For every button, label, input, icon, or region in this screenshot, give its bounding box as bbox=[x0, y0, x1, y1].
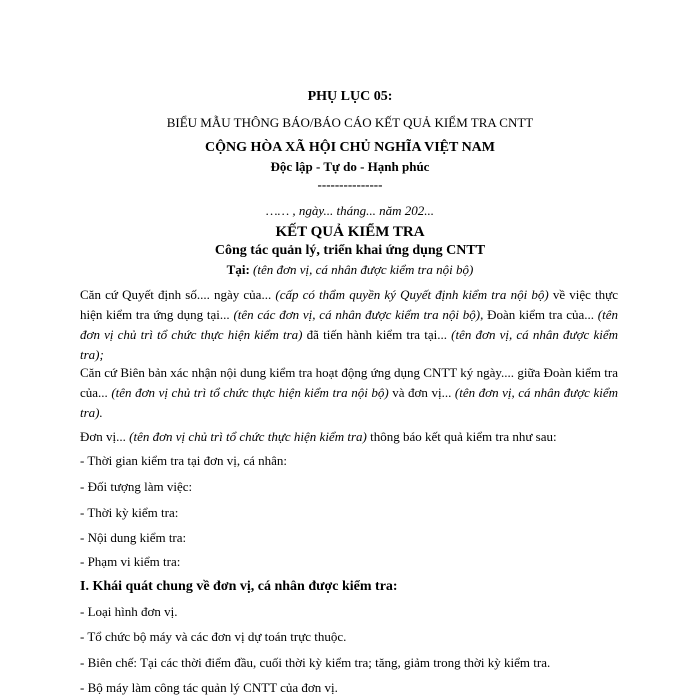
para1-italic-4: (tên đơn vị, cá nhân được kiểm tra); bbox=[80, 327, 619, 362]
para1-text-2: về việc thực hiện kiểm tra ứng dụng tại... bbox=[80, 287, 618, 322]
nation-title: CỘNG HÒA XÃ HỘI CHỦ NGHĨA VIỆT NAM bbox=[204, 140, 495, 155]
motto: Độc lập - Tự do - Hạnh phúc bbox=[270, 159, 430, 174]
paragraph-basis-minutes bbox=[80, 363, 618, 423]
para1-italic-2: (tên các đơn vị, cá nhân được kiểm tra nội bộ) bbox=[233, 307, 481, 322]
list-item-inspection-content: - Nội dung kiểm tra: bbox=[80, 530, 187, 545]
appendix-label: PHỤ LỤC 05: bbox=[307, 89, 393, 104]
para2-text-2: và đơn vị... bbox=[388, 385, 455, 400]
subject-line: Công tác quản lý, triển khai ứng dụng CNTT bbox=[214, 243, 486, 258]
motto-divider: --------------- bbox=[317, 177, 383, 192]
list-item-organization: - Tổ chức bộ máy và các đơn vị dự toán trực thuộc. bbox=[80, 629, 347, 644]
para2-italic-1: (tên đơn vị chủ trì tổ chức thực hiện kiểm tra nội bộ) bbox=[111, 385, 389, 400]
para1-text-4: đã tiến hành kiểm tra tại... bbox=[302, 327, 452, 342]
date-line: …… , ngày... tháng... năm 202... bbox=[266, 203, 434, 218]
para3-italic-1: (tên đơn vị chủ trì tổ chức thực hiện kiểm tra) bbox=[129, 429, 367, 444]
para2-italic-2: (tên đơn vị, cá nhân được kiểm tra). bbox=[80, 385, 619, 420]
paragraph-basis-decision bbox=[80, 285, 618, 365]
para1-italic-1: (cấp có thẩm quyền ký Quyết định kiểm tra nội bộ) bbox=[275, 287, 549, 302]
list-item-inspection-time: - Thời gian kiểm tra tại đơn vị, cá nhân: bbox=[80, 453, 288, 468]
form-title: BIỂU MẪU THÔNG BÁO/BÁO CÁO KẾT QUẢ KIỂM TRA CNTT bbox=[166, 115, 534, 130]
para2-text-1: Căn cứ Biên bản xác nhận nội dung kiểm tra hoạt động ứng dụng CNTT ký ngày.... giữa Đoàn kiểm tra của... bbox=[80, 365, 618, 400]
list-item-work-subject: - Đối tượng làm việc: bbox=[80, 479, 193, 494]
para3-text-2: thông báo kết quả kiểm tra như sau: bbox=[366, 429, 557, 444]
para1-text-3: , Đoàn kiểm tra của... bbox=[480, 307, 598, 322]
list-item-inspection-period: - Thời kỳ kiểm tra: bbox=[80, 505, 179, 520]
list-item-it-management: - Bộ máy làm công tác quản lý CNTT của đơn vị. bbox=[80, 680, 338, 695]
para1-text-1: Căn cứ Quyết định số.... ngày của... bbox=[80, 287, 276, 302]
list-item-inspection-scope: - Phạm vi kiểm tra: bbox=[80, 554, 181, 569]
result-title: KẾT QUẢ KIỂM TRA bbox=[275, 224, 425, 240]
list-item-unit-type: - Loại hình đơn vị. bbox=[80, 604, 178, 619]
para3-text-1: Đơn vị... bbox=[80, 429, 130, 444]
section-heading-overview: I. Khái quát chung về đơn vị, cá nhân được kiểm tra: bbox=[80, 579, 398, 594]
target-line bbox=[0, 261, 700, 279]
target-label: Tại: bbox=[226, 262, 250, 277]
para1-italic-3: (tên đơn vị chủ trì tổ chức thực hiện kiểm tra) bbox=[80, 307, 618, 342]
paragraph-announcement bbox=[80, 427, 618, 447]
target-value: (tên đơn vị, cá nhân được kiểm tra nội bộ) bbox=[249, 262, 474, 277]
list-item-staffing: - Biên chế: Tại các thời điểm đầu, cuối thời kỳ kiểm tra; tăng, giảm trong thời kỳ kiểm tra. bbox=[80, 655, 551, 670]
